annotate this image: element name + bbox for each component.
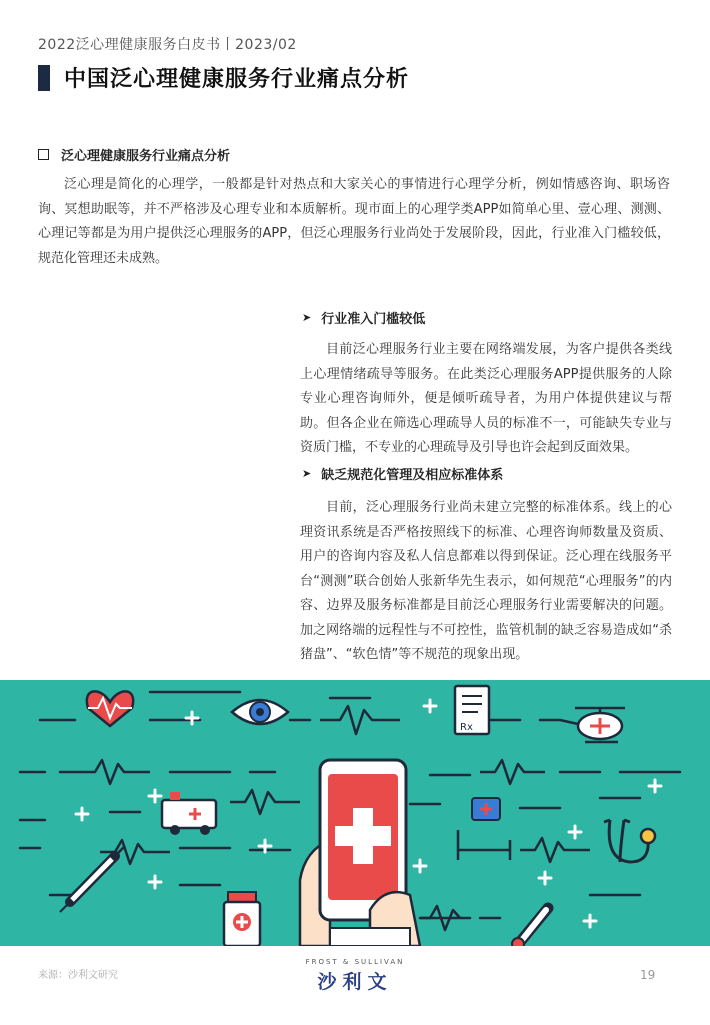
title-accent-bar xyxy=(38,65,50,91)
medicine-bottle-icon xyxy=(224,892,260,946)
page-title: 中国泛心理健康服务行业痛点分析 xyxy=(64,67,410,92)
checkbox-bullet-icon xyxy=(38,149,49,160)
ambulance-icon xyxy=(162,792,216,835)
title-row xyxy=(38,62,409,93)
logo-top-text: FROST & SULLIVAN xyxy=(305,958,405,966)
point-heading-2 xyxy=(302,464,503,483)
stethoscope-icon xyxy=(604,820,655,862)
rx-label: Rx xyxy=(460,722,473,733)
footer-source: 来源：沙利文研究 xyxy=(38,970,118,981)
page-number: 19 xyxy=(640,968,656,982)
section-heading xyxy=(38,145,230,164)
heart-rate-icon xyxy=(87,691,133,726)
point-heading-text: 行业准入门槛较低 xyxy=(321,312,426,327)
helicopter-icon xyxy=(560,708,625,742)
section-heading-text: 泛心理健康服务行业痛点分析 xyxy=(61,149,231,164)
syringe-icon xyxy=(60,846,125,912)
arrow-bullet-icon: ➤ xyxy=(302,311,312,324)
frost-sullivan-logo xyxy=(270,958,440,994)
hospital-bed-icon xyxy=(458,798,510,860)
header-text: 2022泛心理健康服务白皮书丨2023/02 xyxy=(38,37,297,53)
prescription-icon xyxy=(455,686,489,734)
point-heading-text: 缺乏规范化管理及相应标准体系 xyxy=(321,468,504,483)
point-paragraph-1: 目前泛心理服务行业主要在网络端发展，为客户提供各类线上心理情绪疏导等服务。在此类泛心理服务APP提供服务的人除专业心理咨询师外，便是倾听疏导者，为用户体提供建议与帮助。但各企业在筛选心理疏导人员的标准不一，可能缺失专业与资质门槛，不专业的心理疏导及引导也许会起到反面效果。 xyxy=(300,342,672,455)
phone-medical-cross-icon xyxy=(300,760,420,946)
medical-illustration xyxy=(0,680,710,946)
eye-icon xyxy=(232,700,288,724)
point-heading-1 xyxy=(302,308,425,327)
arrow-bullet-icon: ➤ xyxy=(302,467,312,480)
section-paragraph: 泛心理是简化的心理学，一般都是针对热点和大家关心的事情进行心理学分析，例如情感咨询、职场咨询、冥想助眠等，并不严格涉及心理专业和本质解析。现市面上的心理学类APP如简单心里、壹心理、测测、心理记等都是为用户提供泛心理服务的APP，但泛心理服务行业尚处于发展阶段，因此，行业准入门槛较低，规范化管理还未成熟。 xyxy=(38,177,670,266)
medical-illustration-banner xyxy=(0,680,710,946)
thermometer-icon xyxy=(512,908,548,946)
point-paragraph-2: 目前，泛心理服务行业尚未建立完整的标准体系。线上的心理资讯系统是否严格按照线下的标准、心理咨询师数量及资质、用户的咨询内容及私人信息都难以得到保证。泛心理在线服务平台“测测”联合创始人张新华先生表示，如何规范“心理服务”的内容、边界及服务标准都是目前泛心理服务行业需要解决的问题。加之网络端的远程性与不可控性，监管机制的缺乏容易造成如“杀猪盘”、“软色情”等不规范的现象出现。 xyxy=(300,500,672,662)
logo-main-text: 沙利文 xyxy=(317,971,393,993)
